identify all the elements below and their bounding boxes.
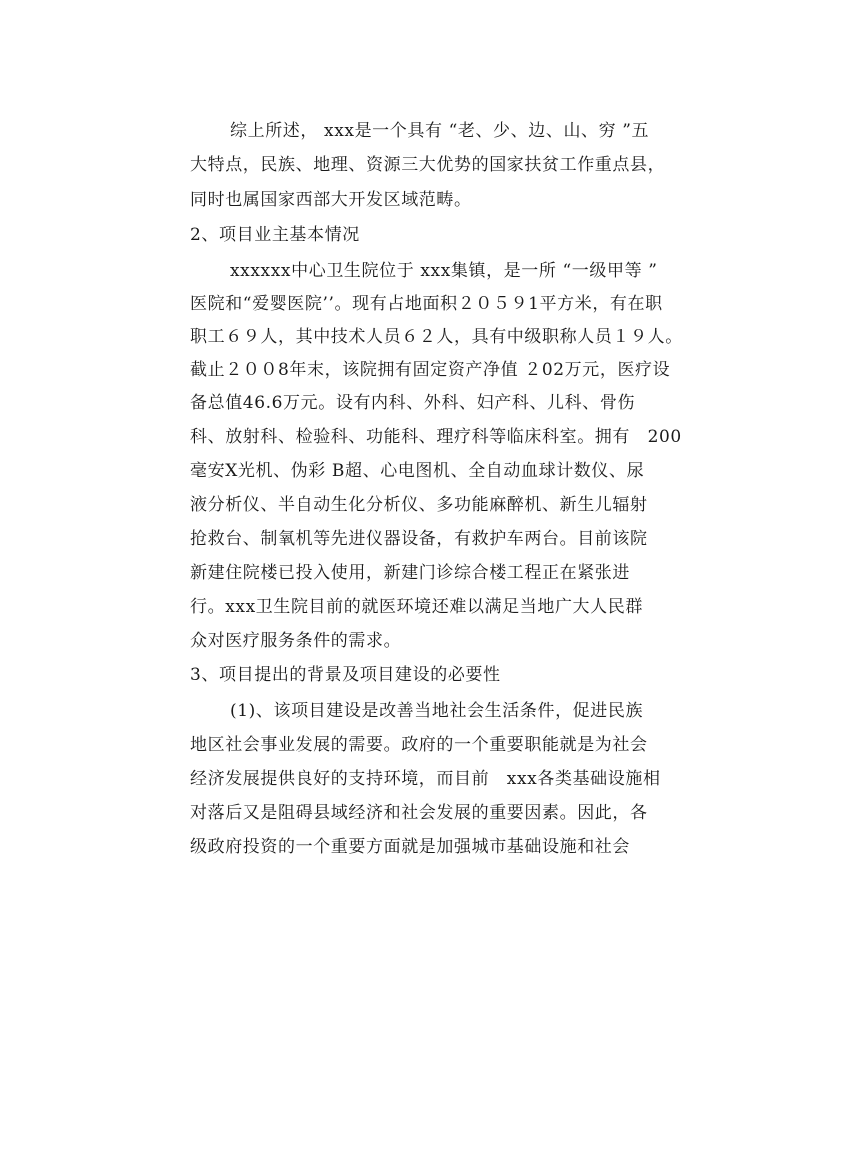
paragraph-2-line-12: 众对医疗服务条件的需求。 — [190, 631, 402, 651]
paragraph-3-line-2: 地区社会事业发展的需要。政府的一个重要职能就是为社会 — [190, 735, 648, 755]
paragraph-3-line-5: 级政府投资的一个重要方面就是加强城市基础设施和社会 — [190, 837, 630, 857]
paragraph-2-line-3: 职工６９人，其中技术人员６２人，具有中级职称人员１９人。 — [190, 327, 683, 347]
paragraph-1-line-1: 综上所述， xxx是一个具有 “老、少、边、山、穷 ”五 — [230, 121, 650, 141]
paragraph-2-line-10: 新建住院楼已投入使用，新建门诊综合楼工程正在紧张进 — [190, 563, 630, 583]
paragraph-3-line-3: 经济发展提供良好的支持环境，而目前 xxx各类基础设施相 — [190, 769, 661, 789]
paragraph-2-line-8: 液分析仪、半自动生化分析仪、多功能麻醉机、新生儿辐射 — [190, 495, 648, 515]
section-heading-2: 2、项目业主基本情况 — [190, 225, 360, 245]
paragraph-3-line-1: (1)、该项目建设是改善当地社会生活条件，促进民族 — [230, 701, 644, 721]
paragraph-2-line-5: 备总值46.6万元。设有内科、外科、妇产科、儿科、骨伤 — [190, 393, 636, 413]
paragraph-2-line-2: 医院和“爱婴医院’’。现有占地面积２０５９1平方米，有在职 — [190, 294, 663, 314]
paragraph-1-line-2: 大特点，民族、地理、资源三大优势的国家扶贫工作重点县， — [190, 155, 666, 175]
section-heading-3: 3、项目提出的背景及项目建设的必要性 — [190, 665, 501, 685]
paragraph-2-line-4: 截止２００8年末，该院拥有固定资产净值 ２02万元，医疗设 — [190, 360, 671, 380]
paragraph-2-line-11: 行。xxx卫生院目前的就医环境还难以满足当地广大人民群 — [190, 597, 643, 617]
paragraph-2-line-1: xxxxxx中心卫生院位于 xxx集镇，是一所 “一级甲等 ” — [230, 261, 658, 281]
paragraph-2-line-9: 抢救台、制氧机等先进仪器设备，有救护车两台。目前该院 — [190, 529, 648, 549]
paragraph-3-line-4: 对落后又是阻碍县域经济和社会发展的重要因素。因此，各 — [190, 803, 648, 823]
paragraph-2-line-6: 科、放射科、检验科、功能科、理疗科等临床科室。拥有 200 — [190, 427, 682, 447]
paragraph-1-line-3: 同时也属国家西部大开发区域范畴。 — [190, 190, 472, 210]
paragraph-2-line-7: 毫安X光机、伪彩 B超、心电图机、全自动血球计数仪、尿 — [190, 461, 645, 481]
